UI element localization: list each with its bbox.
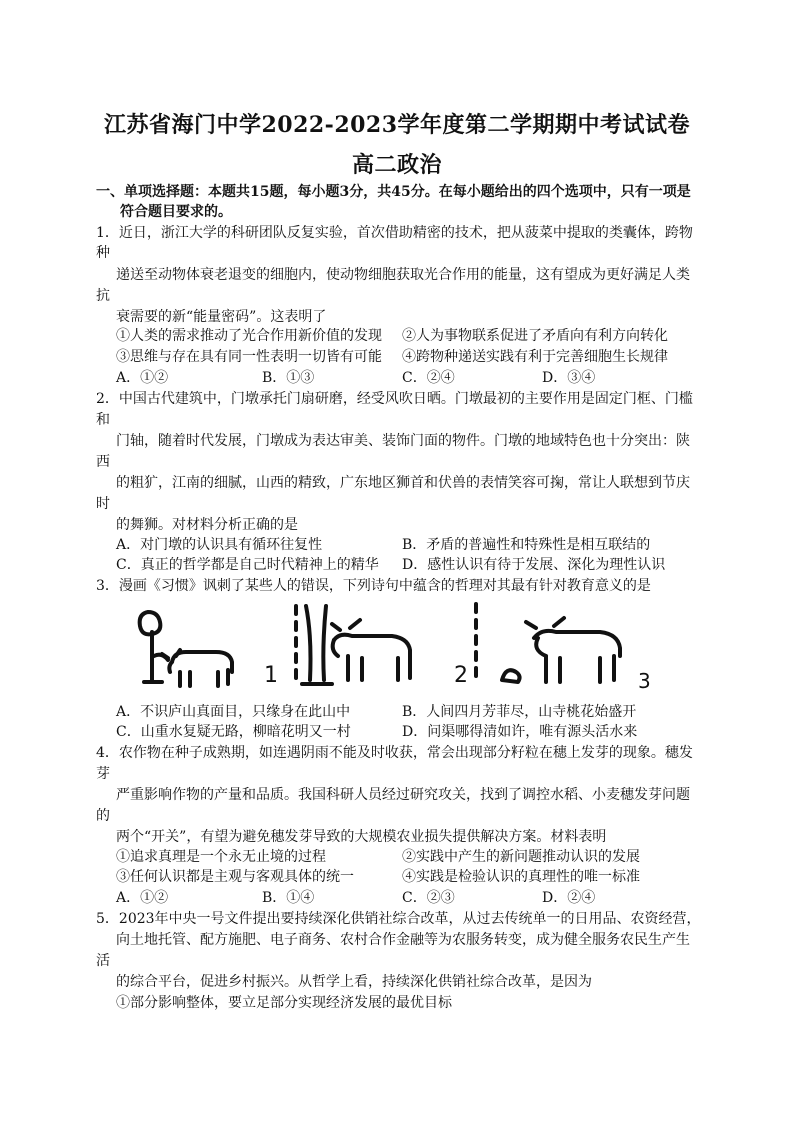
ox-body [526,618,620,682]
ox-body [169,652,232,686]
ox-horns [162,650,180,658]
tree-crown [140,612,161,634]
q1-option-a[interactable]: A．①② [116,370,169,386]
panel-label-2: 2 [454,663,468,688]
section-heading: 一、单项选择题：本题共15题，每小题3分，共45分。在每小题给出的四个选项中，只有一项是 [96,184,691,200]
q4-option-d[interactable]: D．②④ [542,890,596,906]
q2-option-c[interactable]: C．真正的哲学都是自己时代精神上的精华 [116,557,379,573]
cartoon-panel-3 [502,618,620,682]
q4-line: 4．农作物在种子成熟期，如连遇阴雨不能及时收获，常会出现部分籽粒在穗上发芽的现象。穗发 [96,745,693,761]
ox-body [332,620,410,680]
cartoon-panel-2 [302,606,410,684]
q2-line: 时 [96,496,110,512]
q5-statement: ①部分影响整体，要立足部分实现经济发展的最优目标 [116,995,452,1011]
q3-option-a[interactable]: A．不识庐山真面目，只缘身在此山中 [116,704,351,720]
q5-line: 的综合平台，促进乡村振兴。从哲学上看，持续深化供销社综合改革，是因为 [116,974,592,990]
q3-option-d[interactable]: D．问渠哪得清如许，唯有源头活水来 [402,724,638,740]
q4-line: 严重影响作物的产量和品质。我国科研人员经过研究攻关，找到了调控水稻、小麦穗发芽问题 [116,787,690,803]
q4-statement: ④实践是检验认识的真理性的唯一标准 [402,869,640,885]
q2-line: 2．中国古代建筑中，门墩承托门扇研磨，经受风吹日晒。门墩最初的主要作用是固定门框、门槛 [96,391,693,407]
q4-line: 两个“开关”，有望为避免穗发芽导致的大规模农业损失提供解决方案。材料表明 [116,829,607,845]
q1-line: 种 [96,245,110,261]
q1-option-c[interactable]: C．②④ [402,370,455,386]
ox-head [333,640,338,656]
q4-line: 的 [96,808,110,824]
cartoon-habit-image [126,600,656,695]
q2-line: 的粗犷，江南的细腻，山西的精致，广东地区狮首和伏兽的表情笑容可掬，常让人联想到节庆 [116,475,690,491]
q4-statement: ③任何认识都是主观与客观具体的统一 [116,869,354,885]
panel-label-1: 1 [264,663,278,688]
q1-line: 递送至动物体衰老退变的细胞内，使动物细胞获取光合作用的能量，这有望成为更好满足人类 [116,267,690,283]
panel-label-3: 3 [638,669,651,693]
q3-line: 3．漫画《习惯》讽刺了某些人的错误，下列诗句中蕴含的哲理对其最有针对教育意义的是 [96,578,651,594]
q2-line: 和 [96,412,110,428]
q4-option-b[interactable]: B．①④ [262,890,315,906]
q1-option-d[interactable]: D．③④ [542,370,596,386]
q1-option-b[interactable]: B．①③ [262,370,315,386]
q4-statement: ①追求真理是一个永无止境的过程 [116,849,326,865]
stone [502,670,520,682]
page-subtitle: 高二政治 [351,152,442,178]
q2-line: 西 [96,454,110,470]
q4-option-a[interactable]: A．①② [116,890,169,906]
q2-option-d[interactable]: D．感性认识有待于发展、深化为理性认识 [402,557,666,573]
q3-option-c[interactable]: C．山重水复疑无路，柳暗花明又一村 [116,724,351,740]
q4-line: 芽 [96,766,110,782]
q1-line: 1．近日，浙江大学的科研团队反复实验，首次借助精密的技术，把从菠菜中提取的类囊体，跨物 [96,225,693,241]
q5-line: 活 [96,953,110,969]
q1-line: 抗 [96,288,110,304]
q4-statement: ②实践中产生的新问题推动认识的发展 [402,849,640,865]
q1-line: 衰需要的新“能量密码”。这表明了 [116,309,327,325]
q5-line: 5．2023年中央一号文件提出要持续深化供销社综合改革，从过去传统单一的日用品、农资经营， [96,911,701,927]
q2-line: 的舞狮。对材料分析正确的是 [116,517,298,533]
q1-statement: ③思维与存在具有同一性表明一切皆有可能 [116,349,382,365]
q1-statement: ②人为事物联系促进了矛盾向有利方向转化 [402,328,668,344]
page-title: 江苏省海门中学2022-2023学年度第二学期期中考试试卷 [103,112,691,138]
section-heading-cont: 符合题目要求的。 [120,204,232,220]
q2-option-a[interactable]: A．对门墩的认识具有循环往复性 [116,537,323,553]
stump [302,606,332,684]
q1-statement: ④跨物种递送实践有利于完善细胞生长规律 [402,349,668,365]
q2-line: 门轴，随着时代发展，门墩成为表达审美、装饰门面的物件。门墩的地域特色也十分突出：陕 [116,433,690,449]
q3-option-b[interactable]: B．人间四月芳菲尽，山寺桃花始盛开 [402,704,637,720]
q4-option-c[interactable]: C．②③ [402,890,455,906]
cartoon-panel-1 [140,612,232,686]
q5-line: 向土地托管、配方施肥、电子商务、农村合作金融等为农服务转变，成为健全服务农民生产生 [116,932,690,948]
q1-statement: ①人类的需求推动了光合作用新价值的发现 [116,328,382,344]
q2-option-b[interactable]: B．矛盾的普遍性和特殊性是相互联结的 [402,537,651,553]
